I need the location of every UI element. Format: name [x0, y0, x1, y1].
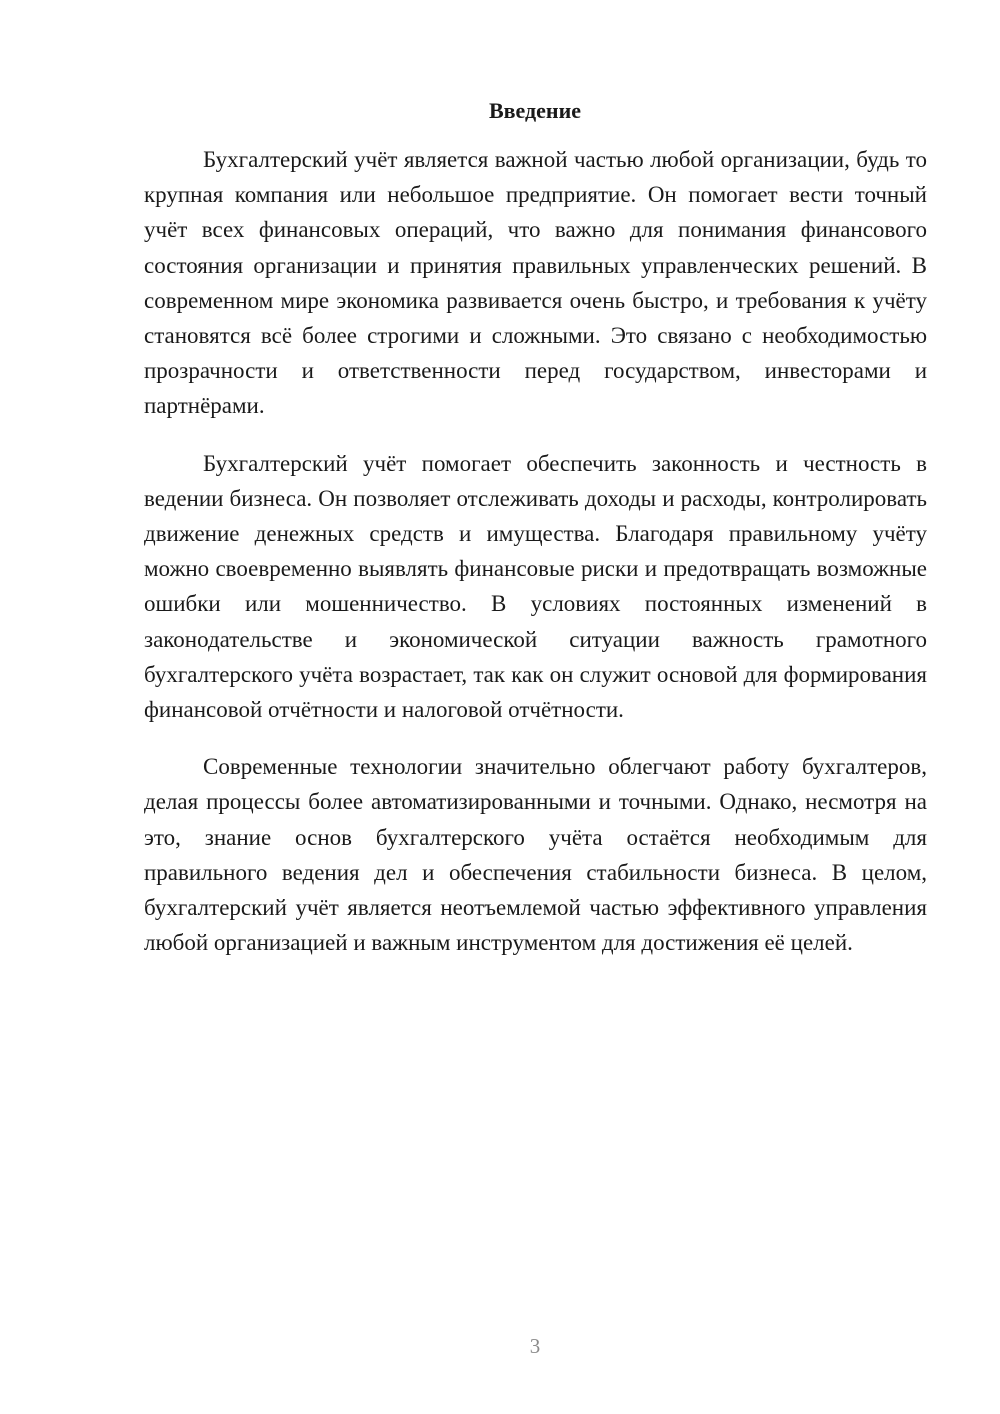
page-number: 3 [529, 1334, 541, 1358]
section-title: Введение [488, 98, 582, 123]
paragraph-1: Бухгалтерский учёт является важной частью любой организации, будь то крупная компания или небольшое предприятие. Он помогает вести точный учёт всех финансовых операций, что важно для понимания финансового состояния организации и принятия правильных управленческих решений. В современном мире экономика развивается очень быстро, и требования к учёту становятся всё более строгими и сложными. Это связано с необходимостью прозрачности и ответственности перед государством, инвесторами и партнёрами. [144, 147, 927, 419]
paragraph-2: Бухгалтерский учёт помогает обеспечить законность и честность в ведении бизнеса. Он позволяет отслеживать доходы и расходы, контролировать движение денежных средств и имущества. Благодаря правильному учёту можно своевременно выявлять финансовые риски и предотвращать возможные ошибки или мошенничество. В условиях постоянных изменений в законодательстве и экономической ситуации важность грамотного бухгалтерского учёта возрастает, так как он служит основой для формирования финансовой отчётности и налоговой отчётности. [144, 450, 927, 723]
body-text [144, 142, 927, 982]
paragraph-3: Современные технологии значительно облегчают работу бухгалтеров, делая процессы более автоматизированными и точными. Однако, несмотря на это, знание основ бухгалтерского учёта остаётся необходимым для правильного ведения дел и обеспечения стабильности бизнеса. В целом, бухгалтерский учёт является неотъемлемой частью эффективного управления любой организацией и важным инструментом для достижения её целей. [144, 754, 927, 956]
